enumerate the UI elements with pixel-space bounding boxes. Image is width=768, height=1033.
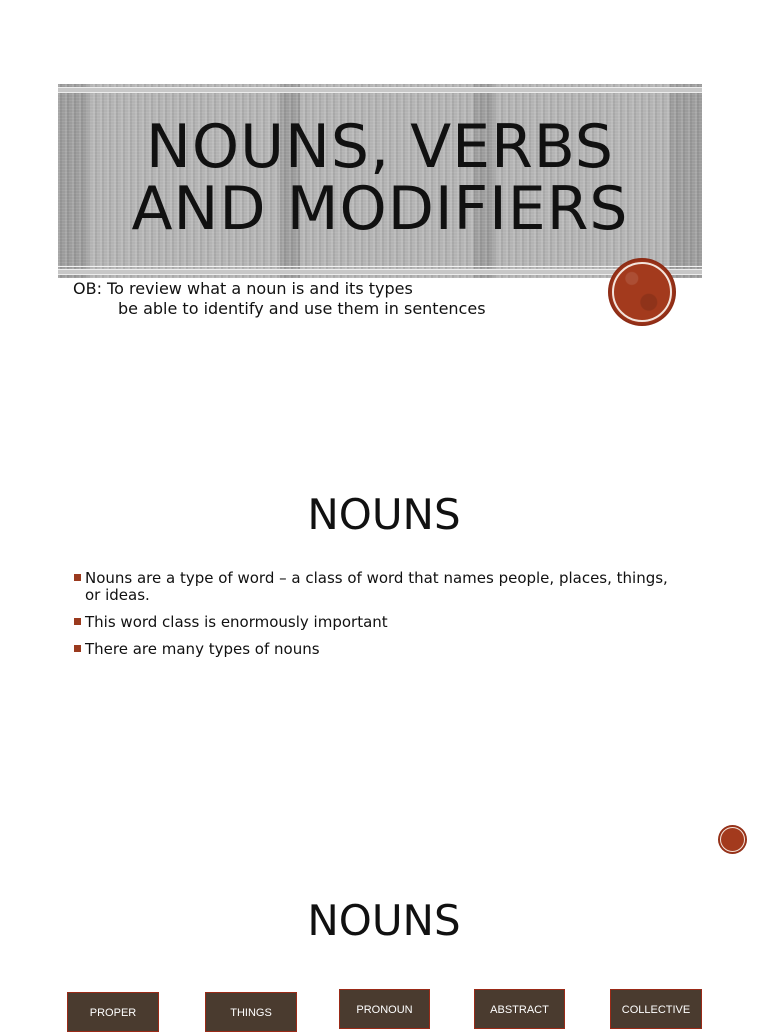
bullet-item — [73, 641, 673, 658]
square-bullet-icon — [74, 645, 81, 652]
noun-type-box-pronoun: PRONOUN — [339, 989, 430, 1029]
bullet-text: Nouns are a type of word – a class of word that names people, places, things, or ideas. — [85, 569, 668, 604]
square-bullet-icon — [74, 618, 81, 625]
nouns-heading: NOUNS — [307, 490, 461, 539]
noun-type-box-collective: COLLECTIVE — [610, 989, 702, 1029]
seal-ring — [612, 262, 672, 322]
nouns-heading: NOUNS — [307, 896, 461, 945]
title-line-2: AND MODIFIERS — [131, 174, 629, 244]
objective-line-2: be able to identify and use them in sentences — [118, 299, 486, 318]
seal-icon — [718, 825, 747, 854]
bullet-text: This word class is enormously important — [85, 613, 388, 631]
bullet-list — [73, 570, 673, 668]
objective-line-1: OB: To review what a noun is and its types — [73, 279, 413, 298]
square-bullet-icon — [74, 574, 81, 581]
nouns-slide — [0, 420, 768, 804]
noun-type-box-proper: PROPER — [67, 992, 159, 1032]
title-line-1: NOUNS, VERBS — [146, 112, 614, 182]
noun-type-box-abstract: ABSTRACT — [474, 989, 565, 1029]
bullet-item — [73, 614, 673, 631]
seal-icon — [608, 258, 676, 326]
objective-text — [73, 279, 593, 319]
noun-types-slide — [0, 860, 768, 1024]
bullet-text: There are many types of nouns — [85, 640, 320, 658]
title-slide — [0, 0, 768, 384]
banner-divider — [58, 266, 702, 267]
bullet-item — [73, 570, 673, 604]
noun-type-box-things: THINGS — [205, 992, 297, 1032]
slide-title — [58, 112, 702, 244]
seal-ring — [720, 827, 745, 852]
